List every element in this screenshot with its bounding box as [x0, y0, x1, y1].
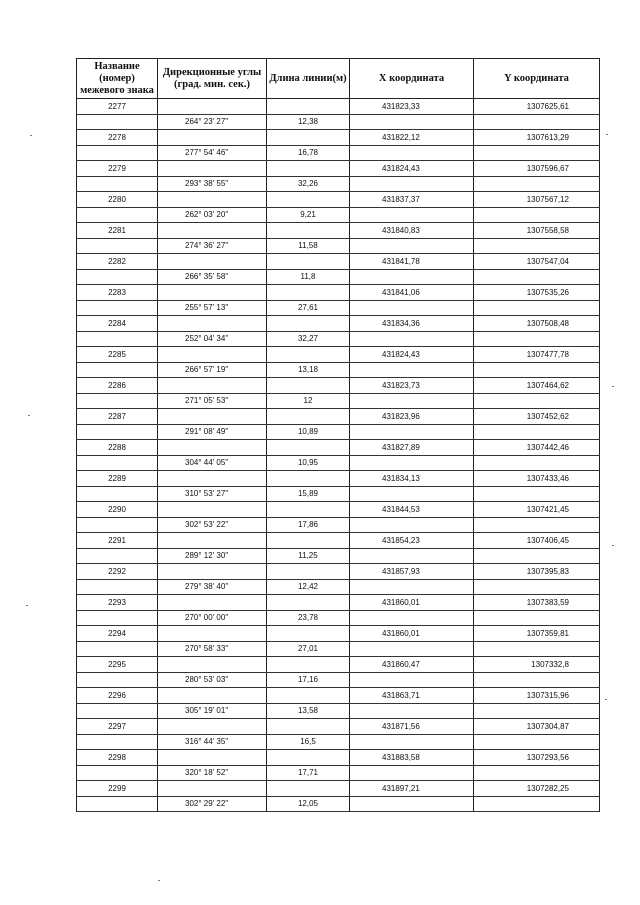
point-name-cell: 2295 — [77, 657, 158, 673]
empty-cell — [474, 207, 600, 223]
y-coordinate-cell: 1307567,12 — [474, 192, 600, 208]
x-coordinate-cell: 431871,56 — [350, 719, 474, 735]
header-x-coordinate: X координата — [350, 59, 474, 99]
empty-cell — [474, 114, 600, 130]
direction-angle-cell: 264° 23' 27" — [158, 114, 267, 130]
empty-cell — [474, 517, 600, 533]
segment-row — [77, 610, 600, 626]
y-coordinate-cell: 1307304,87 — [474, 719, 600, 735]
empty-cell — [77, 734, 158, 750]
point-row — [77, 719, 600, 735]
empty-cell — [474, 145, 600, 161]
empty-cell — [158, 161, 267, 177]
segment-row — [77, 393, 600, 409]
empty-cell — [267, 130, 350, 146]
x-coordinate-cell: 431837,37 — [350, 192, 474, 208]
empty-cell — [77, 486, 158, 502]
empty-cell — [267, 161, 350, 177]
empty-cell — [158, 130, 267, 146]
x-coordinate-cell: 431834,13 — [350, 471, 474, 487]
empty-cell — [474, 393, 600, 409]
direction-angle-cell: 305° 19' 01" — [158, 703, 267, 719]
point-row — [77, 750, 600, 766]
empty-cell — [350, 517, 474, 533]
empty-cell — [350, 610, 474, 626]
direction-angle-cell: 304° 44' 05" — [158, 455, 267, 471]
empty-cell — [474, 703, 600, 719]
x-coordinate-cell: 431857,93 — [350, 564, 474, 580]
empty-cell — [77, 703, 158, 719]
empty-cell — [267, 533, 350, 549]
empty-cell — [267, 657, 350, 673]
line-length-cell: 27,61 — [267, 300, 350, 316]
empty-cell — [267, 99, 350, 115]
point-row — [77, 502, 600, 518]
empty-cell — [474, 579, 600, 595]
point-row — [77, 378, 600, 394]
line-length-cell: 16,5 — [267, 734, 350, 750]
line-length-cell: 11,8 — [267, 269, 350, 285]
empty-cell — [267, 285, 350, 301]
point-row — [77, 130, 600, 146]
y-coordinate-cell: 1307442,46 — [474, 440, 600, 456]
scan-speck — [158, 880, 160, 881]
scan-speck — [28, 415, 30, 416]
y-coordinate-cell: 1307613,29 — [474, 130, 600, 146]
empty-cell — [474, 548, 600, 564]
x-coordinate-cell: 431883,58 — [350, 750, 474, 766]
line-length-cell: 32,26 — [267, 176, 350, 192]
point-name-cell: 2277 — [77, 99, 158, 115]
empty-cell — [267, 316, 350, 332]
point-row — [77, 781, 600, 797]
scan-speck — [605, 699, 607, 700]
point-row — [77, 440, 600, 456]
empty-cell — [158, 378, 267, 394]
empty-cell — [77, 765, 158, 781]
empty-cell — [267, 564, 350, 580]
empty-cell — [267, 502, 350, 518]
direction-angle-cell: 280° 53' 03" — [158, 672, 267, 688]
empty-cell — [77, 207, 158, 223]
empty-cell — [474, 424, 600, 440]
empty-cell — [350, 672, 474, 688]
empty-cell — [350, 455, 474, 471]
empty-cell — [474, 486, 600, 502]
empty-cell — [350, 269, 474, 285]
empty-cell — [350, 765, 474, 781]
x-coordinate-cell: 431860,01 — [350, 626, 474, 642]
line-length-cell: 23,78 — [267, 610, 350, 626]
y-coordinate-cell: 1307464,62 — [474, 378, 600, 394]
y-coordinate-cell: 1307359,81 — [474, 626, 600, 642]
empty-cell — [350, 548, 474, 564]
point-row — [77, 223, 600, 239]
point-row — [77, 533, 600, 549]
empty-cell — [158, 719, 267, 735]
empty-cell — [474, 455, 600, 471]
y-coordinate-cell: 1307547,04 — [474, 254, 600, 270]
segment-row — [77, 796, 600, 812]
empty-cell — [158, 502, 267, 518]
point-name-cell: 2298 — [77, 750, 158, 766]
direction-angle-cell: 302° 53' 22" — [158, 517, 267, 533]
y-coordinate-cell: 1307395,83 — [474, 564, 600, 580]
x-coordinate-cell: 431827,89 — [350, 440, 474, 456]
point-name-cell: 2290 — [77, 502, 158, 518]
x-coordinate-cell: 431824,43 — [350, 347, 474, 363]
x-coordinate-cell: 431823,96 — [350, 409, 474, 425]
segment-row — [77, 517, 600, 533]
y-coordinate-cell: 1307433,46 — [474, 471, 600, 487]
segment-row — [77, 641, 600, 657]
header-point-name: Название (номер) межевого знака — [77, 59, 158, 99]
direction-angle-cell: 320° 18' 52" — [158, 765, 267, 781]
segment-row — [77, 424, 600, 440]
header-line-length: Длина линии(м) — [267, 59, 350, 99]
empty-cell — [350, 424, 474, 440]
y-coordinate-cell: 1307332,8 — [474, 657, 600, 673]
empty-cell — [77, 331, 158, 347]
empty-cell — [77, 393, 158, 409]
empty-cell — [77, 517, 158, 533]
point-row — [77, 688, 600, 704]
empty-cell — [158, 688, 267, 704]
point-name-cell: 2279 — [77, 161, 158, 177]
empty-cell — [77, 114, 158, 130]
line-length-cell: 10,95 — [267, 455, 350, 471]
y-coordinate-cell: 1307596,67 — [474, 161, 600, 177]
empty-cell — [158, 471, 267, 487]
empty-cell — [474, 300, 600, 316]
empty-cell — [158, 99, 267, 115]
segment-row — [77, 455, 600, 471]
empty-cell — [474, 176, 600, 192]
y-coordinate-cell: 1307535,26 — [474, 285, 600, 301]
empty-cell — [474, 331, 600, 347]
empty-cell — [158, 657, 267, 673]
empty-cell — [77, 455, 158, 471]
y-coordinate-cell: 1307508,48 — [474, 316, 600, 332]
empty-cell — [350, 393, 474, 409]
x-coordinate-cell: 431854,23 — [350, 533, 474, 549]
empty-cell — [267, 223, 350, 239]
scan-speck — [612, 386, 614, 387]
empty-cell — [158, 409, 267, 425]
point-name-cell: 2297 — [77, 719, 158, 735]
empty-cell — [267, 719, 350, 735]
point-row — [77, 471, 600, 487]
point-row — [77, 626, 600, 642]
segment-row — [77, 548, 600, 564]
line-length-cell: 13,18 — [267, 362, 350, 378]
line-length-cell: 12,42 — [267, 579, 350, 595]
x-coordinate-cell: 431897,21 — [350, 781, 474, 797]
scan-speck — [612, 545, 614, 546]
y-coordinate-cell: 1307406,45 — [474, 533, 600, 549]
empty-cell — [77, 424, 158, 440]
line-length-cell: 17,86 — [267, 517, 350, 533]
empty-cell — [474, 610, 600, 626]
segment-row — [77, 300, 600, 316]
point-row — [77, 657, 600, 673]
segment-row — [77, 672, 600, 688]
direction-angle-cell: 291° 08' 49" — [158, 424, 267, 440]
empty-cell — [474, 734, 600, 750]
scan-speck — [26, 605, 28, 606]
y-coordinate-cell: 1307477,78 — [474, 347, 600, 363]
x-coordinate-cell: 431860,01 — [350, 595, 474, 611]
boundary-coordinates-table — [76, 58, 600, 812]
empty-cell — [267, 750, 350, 766]
empty-cell — [77, 796, 158, 812]
direction-angle-cell: 266° 57' 19" — [158, 362, 267, 378]
direction-angle-cell: 271° 05' 53" — [158, 393, 267, 409]
table-header — [77, 59, 600, 99]
line-length-cell: 12,38 — [267, 114, 350, 130]
empty-cell — [350, 486, 474, 502]
point-row — [77, 99, 600, 115]
x-coordinate-cell: 431834,36 — [350, 316, 474, 332]
direction-angle-cell: 266° 35' 58" — [158, 269, 267, 285]
line-length-cell: 32,27 — [267, 331, 350, 347]
point-name-cell: 2278 — [77, 130, 158, 146]
empty-cell — [158, 533, 267, 549]
empty-cell — [158, 347, 267, 363]
point-name-cell: 2291 — [77, 533, 158, 549]
line-length-cell: 17,16 — [267, 672, 350, 688]
empty-cell — [267, 595, 350, 611]
empty-cell — [158, 316, 267, 332]
y-coordinate-cell: 1307625,61 — [474, 99, 600, 115]
empty-cell — [474, 796, 600, 812]
segment-row — [77, 238, 600, 254]
segment-row — [77, 734, 600, 750]
scan-speck — [30, 135, 32, 136]
header-y-coordinate: Y координата — [474, 59, 600, 99]
point-name-cell: 2284 — [77, 316, 158, 332]
direction-angle-cell: 255° 57' 13" — [158, 300, 267, 316]
empty-cell — [474, 362, 600, 378]
segment-row — [77, 114, 600, 130]
point-name-cell: 2282 — [77, 254, 158, 270]
empty-cell — [77, 672, 158, 688]
point-name-cell: 2289 — [77, 471, 158, 487]
point-row — [77, 254, 600, 270]
y-coordinate-cell: 1307282,25 — [474, 781, 600, 797]
segment-row — [77, 703, 600, 719]
empty-cell — [77, 238, 158, 254]
line-length-cell: 11,25 — [267, 548, 350, 564]
empty-cell — [158, 192, 267, 208]
empty-cell — [267, 347, 350, 363]
empty-cell — [350, 145, 474, 161]
y-coordinate-cell: 1307421,45 — [474, 502, 600, 518]
point-name-cell: 2296 — [77, 688, 158, 704]
segment-row — [77, 362, 600, 378]
y-coordinate-cell: 1307383,59 — [474, 595, 600, 611]
table-body — [77, 99, 600, 812]
empty-cell — [267, 781, 350, 797]
direction-angle-cell: 274° 36' 27" — [158, 238, 267, 254]
point-row — [77, 192, 600, 208]
x-coordinate-cell: 431822,12 — [350, 130, 474, 146]
direction-angle-cell: 316° 44' 35" — [158, 734, 267, 750]
segment-row — [77, 331, 600, 347]
empty-cell — [77, 176, 158, 192]
x-coordinate-cell: 431823,73 — [350, 378, 474, 394]
header-direction-angle: Дирекционные углы (град. мин. сек.) — [158, 59, 267, 99]
point-name-cell: 2299 — [77, 781, 158, 797]
line-length-cell: 27,01 — [267, 641, 350, 657]
point-name-cell: 2283 — [77, 285, 158, 301]
empty-cell — [350, 207, 474, 223]
point-row — [77, 409, 600, 425]
segment-row — [77, 765, 600, 781]
empty-cell — [77, 269, 158, 285]
direction-angle-cell: 270° 58' 33" — [158, 641, 267, 657]
segment-row — [77, 269, 600, 285]
line-length-cell: 17,71 — [267, 765, 350, 781]
x-coordinate-cell: 431824,43 — [350, 161, 474, 177]
empty-cell — [350, 114, 474, 130]
direction-angle-cell: 270° 00' 00" — [158, 610, 267, 626]
segment-row — [77, 176, 600, 192]
empty-cell — [77, 610, 158, 626]
empty-cell — [350, 641, 474, 657]
point-name-cell: 2294 — [77, 626, 158, 642]
point-name-cell: 2286 — [77, 378, 158, 394]
direction-angle-cell: 277° 54' 46" — [158, 145, 267, 161]
empty-cell — [158, 564, 267, 580]
empty-cell — [158, 595, 267, 611]
empty-cell — [474, 238, 600, 254]
empty-cell — [474, 641, 600, 657]
empty-cell — [158, 223, 267, 239]
empty-cell — [267, 626, 350, 642]
direction-angle-cell: 310° 53' 27" — [158, 486, 267, 502]
empty-cell — [77, 579, 158, 595]
empty-cell — [77, 145, 158, 161]
x-coordinate-cell: 431844,53 — [350, 502, 474, 518]
empty-cell — [267, 378, 350, 394]
line-length-cell: 9,21 — [267, 207, 350, 223]
empty-cell — [267, 409, 350, 425]
segment-row — [77, 579, 600, 595]
empty-cell — [350, 300, 474, 316]
empty-cell — [474, 269, 600, 285]
y-coordinate-cell: 1307558,58 — [474, 223, 600, 239]
empty-cell — [474, 672, 600, 688]
point-name-cell: 2288 — [77, 440, 158, 456]
line-length-cell: 16,78 — [267, 145, 350, 161]
line-length-cell: 10,89 — [267, 424, 350, 440]
point-name-cell: 2280 — [77, 192, 158, 208]
line-length-cell: 12 — [267, 393, 350, 409]
direction-angle-cell: 289° 12' 30" — [158, 548, 267, 564]
x-coordinate-cell: 431860,47 — [350, 657, 474, 673]
point-name-cell: 2287 — [77, 409, 158, 425]
point-row — [77, 161, 600, 177]
direction-angle-cell: 252° 04' 34" — [158, 331, 267, 347]
header-row — [77, 59, 600, 99]
empty-cell — [77, 362, 158, 378]
x-coordinate-cell: 431823,33 — [350, 99, 474, 115]
empty-cell — [350, 176, 474, 192]
point-name-cell: 2281 — [77, 223, 158, 239]
point-row — [77, 564, 600, 580]
empty-cell — [158, 626, 267, 642]
empty-cell — [350, 362, 474, 378]
empty-cell — [158, 781, 267, 797]
point-row — [77, 595, 600, 611]
point-row — [77, 347, 600, 363]
line-length-cell: 12,05 — [267, 796, 350, 812]
empty-cell — [350, 796, 474, 812]
empty-cell — [77, 300, 158, 316]
segment-row — [77, 207, 600, 223]
empty-cell — [350, 703, 474, 719]
empty-cell — [158, 254, 267, 270]
direction-angle-cell: 293° 38' 55" — [158, 176, 267, 192]
y-coordinate-cell: 1307293,56 — [474, 750, 600, 766]
point-row — [77, 316, 600, 332]
point-row — [77, 285, 600, 301]
x-coordinate-cell: 431863,71 — [350, 688, 474, 704]
direction-angle-cell: 279° 38' 40" — [158, 579, 267, 595]
empty-cell — [350, 238, 474, 254]
direction-angle-cell: 262° 03' 20" — [158, 207, 267, 223]
line-length-cell: 15,89 — [267, 486, 350, 502]
x-coordinate-cell: 431841,06 — [350, 285, 474, 301]
y-coordinate-cell: 1307315,96 — [474, 688, 600, 704]
x-coordinate-cell: 431840,83 — [350, 223, 474, 239]
empty-cell — [158, 750, 267, 766]
empty-cell — [267, 688, 350, 704]
empty-cell — [267, 192, 350, 208]
segment-row — [77, 145, 600, 161]
direction-angle-cell: 302° 29' 22" — [158, 796, 267, 812]
empty-cell — [158, 440, 267, 456]
point-name-cell: 2285 — [77, 347, 158, 363]
x-coordinate-cell: 431841,78 — [350, 254, 474, 270]
empty-cell — [350, 331, 474, 347]
point-name-cell: 2292 — [77, 564, 158, 580]
empty-cell — [77, 548, 158, 564]
scan-speck — [606, 134, 608, 135]
line-length-cell: 11,58 — [267, 238, 350, 254]
empty-cell — [158, 285, 267, 301]
empty-cell — [267, 471, 350, 487]
point-name-cell: 2293 — [77, 595, 158, 611]
empty-cell — [77, 641, 158, 657]
empty-cell — [350, 734, 474, 750]
empty-cell — [350, 579, 474, 595]
empty-cell — [474, 765, 600, 781]
empty-cell — [267, 440, 350, 456]
line-length-cell: 13,58 — [267, 703, 350, 719]
segment-row — [77, 486, 600, 502]
empty-cell — [267, 254, 350, 270]
y-coordinate-cell: 1307452,62 — [474, 409, 600, 425]
